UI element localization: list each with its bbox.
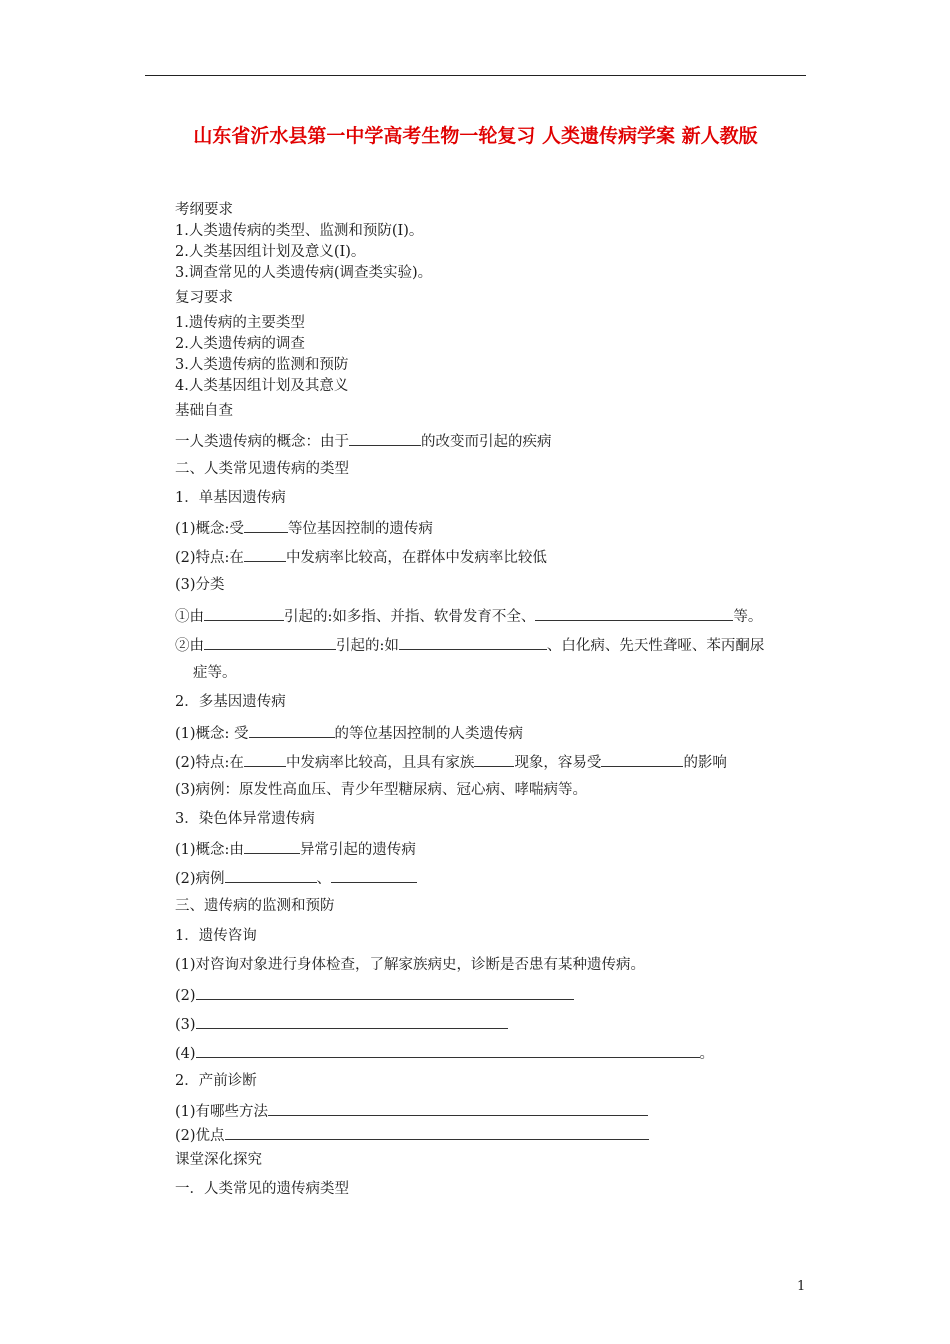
chromosome-heading: 3．染色体异常遗传病 [175, 811, 315, 827]
page-number: 1 [797, 1279, 806, 1294]
text: 引起的:如多指、并指、软骨发育不全、 [284, 609, 536, 625]
classify-item-1 [175, 605, 762, 627]
explore-subheading: 一．人类常见的遗传病类型 [175, 1181, 349, 1197]
multi-gene-feature [175, 751, 727, 773]
fill-blank[interactable] [244, 546, 286, 562]
single-gene-concept [175, 517, 433, 539]
fill-blank[interactable] [244, 838, 300, 854]
outline-heading: 考纲要求 [175, 202, 233, 218]
fill-blank[interactable] [244, 517, 288, 533]
counsel-step-1: (1)对咨询对象进行身体检查，了解家族病史，诊断是否患有某种遗传病。 [175, 957, 646, 973]
text: (2)特点:在 [175, 550, 244, 566]
counsel-step-4 [175, 1042, 714, 1064]
text: (4) [175, 1046, 196, 1062]
text: 等位基因控制的遗传病 [287, 521, 433, 537]
chromosome-examples [175, 867, 417, 889]
single-gene-classify: (3)分类 [175, 577, 225, 593]
review-item: 2.人类遗传病的调查 [175, 336, 305, 352]
fill-blank[interactable] [474, 751, 514, 767]
outline-item: 2.人类基因组计划及意义(Ⅰ)。 [175, 244, 366, 260]
fill-blank[interactable] [399, 634, 547, 650]
review-item: 4.人类基因组计划及其意义 [175, 378, 349, 394]
text: ②由 [175, 638, 204, 654]
prenatal-methods [175, 1100, 648, 1122]
single-gene-feature [175, 546, 547, 568]
explore-heading: 课堂深化探究 [175, 1152, 262, 1168]
disease-concept-line [175, 430, 552, 452]
multi-gene-examples: (3)病例：原发性高血压、青少年型糖尿病、冠心病、哮喘病等。 [175, 782, 588, 798]
text: 、 [316, 871, 332, 887]
counsel-step-2 [175, 984, 574, 1006]
text: (1)概念: 受 [175, 726, 249, 742]
counsel-step-3 [175, 1013, 508, 1035]
outline-item: 3.调查常见的人类遗传病(调查类实验)。 [175, 265, 433, 281]
text: ①由 [175, 609, 204, 625]
text: 的等位基因控制的人类遗传病 [334, 726, 524, 742]
concept-prefix: 一人类遗传病的概念：由于 [175, 434, 349, 450]
fill-blank[interactable] [535, 605, 733, 621]
fill-blank[interactable] [331, 867, 417, 883]
prenatal-advantage [175, 1124, 649, 1146]
fill-blank[interactable] [249, 722, 335, 738]
fill-blank[interactable] [601, 751, 683, 767]
text: (1)概念:由 [175, 842, 244, 858]
text: 异常引起的遗传病 [299, 842, 416, 858]
prenatal-heading: 2．产前诊断 [175, 1073, 257, 1089]
text: (3) [175, 1017, 196, 1033]
outline-item: 1.人类遗传病的类型、监测和预防(Ⅰ)。 [175, 223, 424, 239]
text: 中发病率比较高，在群体中发病率比较低 [285, 550, 547, 566]
fill-blank[interactable] [204, 605, 284, 621]
text: (2)优点 [175, 1128, 225, 1144]
multi-gene-concept [175, 722, 523, 744]
chromosome-concept [175, 838, 416, 860]
text: 。 [699, 1046, 715, 1062]
text: 中发病率比较高，且具有家族 [285, 755, 475, 771]
counsel-heading: 1．遗传咨询 [175, 928, 257, 944]
fill-blank[interactable] [196, 984, 574, 1000]
review-item: 1.遗传病的主要类型 [175, 315, 305, 331]
review-item: 3.人类遗传病的监测和预防 [175, 357, 349, 373]
fill-blank[interactable] [225, 1124, 649, 1140]
document-title: 山东省沂水县第一中学高考生物一轮复习 人类遗传病学案 新人教版 [193, 125, 758, 147]
text: (1)有哪些方法 [175, 1104, 269, 1120]
monitor-heading: 三、遗传病的监测和预防 [175, 898, 335, 914]
types-heading: 二、人类常见遗传病的类型 [175, 461, 349, 477]
fill-blank[interactable] [268, 1100, 648, 1116]
concept-suffix: 的改变而引起的疾病 [421, 434, 552, 450]
text: (2)病例 [175, 871, 225, 887]
text: 等。 [733, 609, 763, 625]
fill-blank[interactable] [244, 751, 286, 767]
text: 的影响 [683, 755, 727, 771]
text: 现象，容易受 [514, 755, 602, 771]
text: 引起的:如 [336, 638, 399, 654]
text: (1)概念:受 [175, 521, 244, 537]
classify-item-2-cont: 症等。 [193, 665, 237, 681]
header-rule [145, 75, 806, 76]
fill-blank[interactable] [349, 430, 421, 446]
text: (2) [175, 988, 196, 1004]
single-gene-heading: 1．单基因遗传病 [175, 490, 286, 506]
fill-blank[interactable] [196, 1013, 508, 1029]
text: 、白化病、先天性聋哑、苯丙酮尿 [546, 638, 765, 654]
multi-gene-heading: 2．多基因遗传病 [175, 694, 286, 710]
review-heading: 复习要求 [175, 290, 233, 306]
text: (2)特点:在 [175, 755, 244, 771]
classify-item-2 [175, 634, 764, 656]
basics-heading: 基础自查 [175, 403, 233, 419]
fill-blank[interactable] [225, 867, 317, 883]
fill-blank[interactable] [204, 634, 336, 650]
fill-blank[interactable] [196, 1042, 700, 1058]
